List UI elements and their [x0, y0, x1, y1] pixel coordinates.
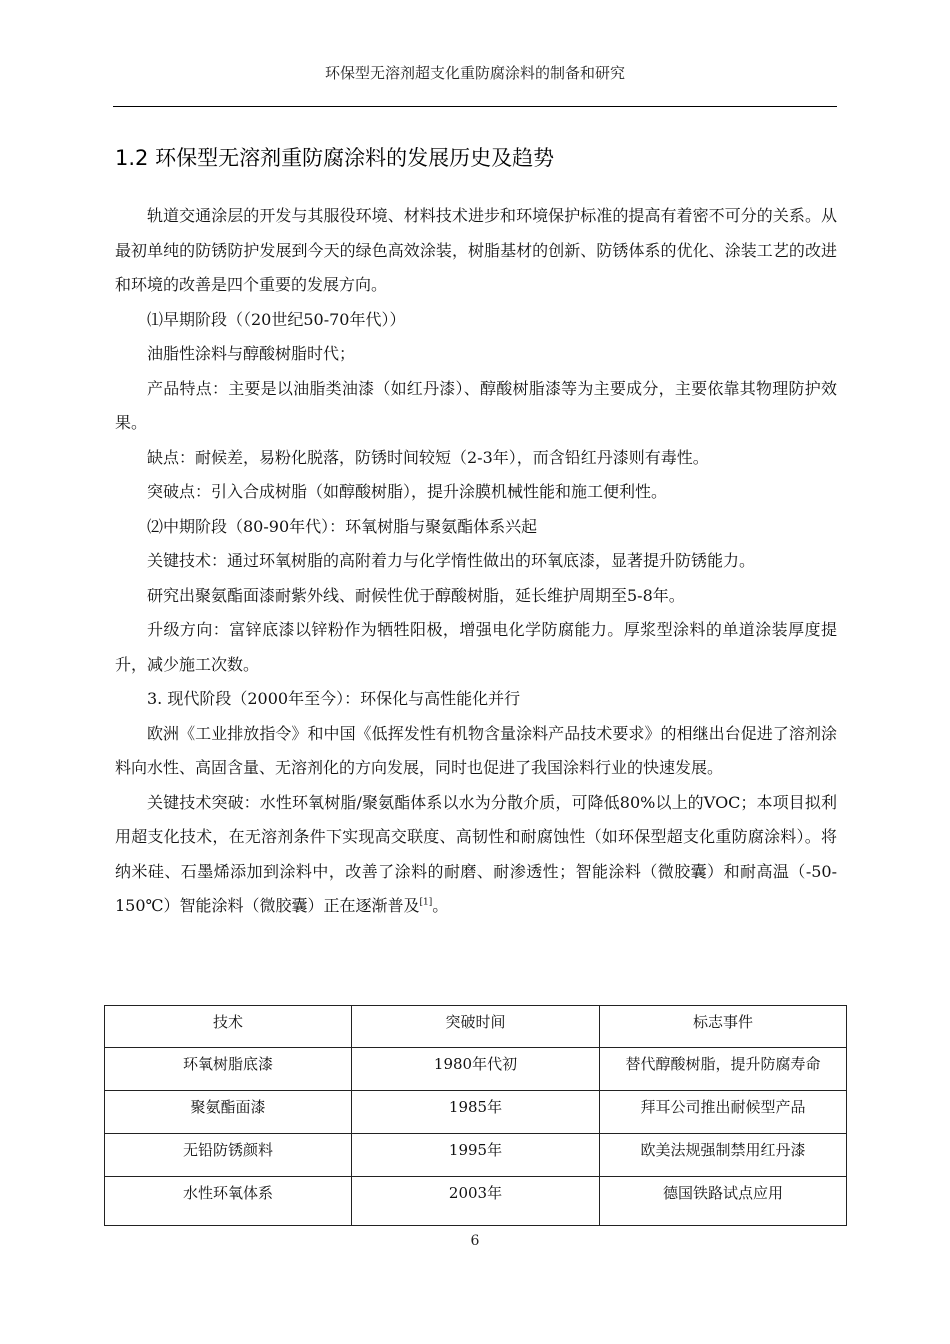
paragraph-end-punct: 。 — [432, 896, 449, 915]
paragraph-breakthrough: 突破点：引入合成树脂（如醇酸树脂），提升涂膜机械性能和施工便利性。 — [147, 482, 668, 501]
header-rule — [113, 106, 837, 107]
running-header: 环保型无溶剂超支化重防腐涂料的制备和研究 — [324, 64, 625, 82]
paragraph-mid-stage-title: ⑵中期阶段（80-90年代）：环氧树脂与聚氨酯体系兴起 — [147, 516, 538, 536]
table-row — [105, 1134, 847, 1177]
paragraph-early-era: 油脂性涂料与醇酸树脂时代； — [147, 344, 356, 363]
table-cell: 1985年 — [352, 1091, 600, 1134]
table-cell: 水性环氧体系 — [105, 1177, 352, 1226]
paragraph-modern-stage-title: 3. 现代阶段（2000年至今）：环保化与高性能化并行 — [147, 689, 521, 708]
page-number: 6 — [470, 1233, 480, 1249]
table-cell: 无铅防锈颜料 — [105, 1134, 352, 1177]
column-header-breakthrough-time: 突破时间 — [352, 1006, 600, 1048]
column-header-milestone: 标志事件 — [600, 1006, 847, 1048]
table-cell: 替代醇酸树脂，提升防腐寿命 — [600, 1048, 847, 1091]
table-cell: 德国铁路试点应用 — [600, 1177, 847, 1226]
paragraph-key-tech: 关键技术：通过环氧树脂的高附着力与化学惰性做出的环氧底漆，显著提升防锈能力。 — [147, 551, 756, 570]
table-row — [105, 1048, 847, 1091]
citation-ref: [1] — [419, 897, 433, 908]
table-cell: 1980年代初 — [352, 1048, 600, 1091]
paragraph-polyurethane: 研究出聚氨酯面漆耐紫外线、耐候性优于醇酸树脂，延长维护周期至5-8年。 — [147, 585, 685, 605]
section-heading: 1.2 环保型无溶剂重防腐涂料的发展历史及趋势 — [115, 146, 555, 170]
table-cell: 欧美法规强制禁用红丹漆 — [600, 1134, 847, 1177]
table-cell: 2003年 — [352, 1177, 600, 1226]
body-text — [115, 199, 837, 924]
paragraph-intro: 轨道交通涂层的开发与其服役环境、材料技术进步和环境保护标准的提高有着密不可分的关系。从最初单纯的防锈防护发展到今天的绿色高效涂装，树脂基材的创新、防锈体系的优化、涂装工艺的改进和环境的改善是四个重要的发展方向。 — [115, 206, 837, 294]
paragraph-early-stage-title: ⑴早期阶段（（20世纪50-70年代）） — [147, 309, 406, 329]
paragraph-product-features: 产品特点：主要是以油脂类油漆（如红丹漆）、醇酸树脂漆等为主要成分，主要依靠其物理防护效果。 — [115, 378, 837, 432]
technology-table — [104, 1005, 847, 1226]
column-header-technology: 技术 — [105, 1006, 352, 1048]
table-cell: 1995年 — [352, 1134, 600, 1177]
table-cell: 环氧树脂底漆 — [105, 1048, 352, 1091]
table-header-row — [105, 1006, 847, 1048]
table-row — [105, 1091, 847, 1134]
table-cell: 拜耳公司推出耐候型产品 — [600, 1091, 847, 1134]
paragraph-regulations: 欧洲《工业排放指令》和中国《低挥发性有机物含量涂料产品技术要求》的相继出台促进了溶剂涂料向水性、高固含量、无溶剂化的方向发展，同时也促进了我国涂料行业的快速发展。 — [115, 723, 837, 777]
table-row — [105, 1177, 847, 1226]
table-cell: 聚氨酯面漆 — [105, 1091, 352, 1134]
paragraph-key-breakthrough-text: 关键技术突破：水性环氧树脂/聚氨酯体系以水为分散介质，可降低80%以上的VOC；本项目拟利用超支化技术，在无溶剂条件下实现高交联度、高韧性和耐腐蚀性（如环保型超支化重防腐涂料）。将纳米硅、石墨烯添加到涂料中，改善了涂料的耐磨、耐渗透性；智能涂料（微胶囊）和耐高温（-50-150℃）智能涂料（微胶囊）正在逐渐普及 — [115, 792, 837, 915]
paragraph-key-breakthrough — [115, 786, 837, 924]
paragraph-drawbacks: 缺点：耐候差，易粉化脱落，防锈时间较短（2-3年），而含铅红丹漆则有毒性。 — [147, 447, 709, 467]
paragraph-upgrade: 升级方向：富锌底漆以锌粉作为牺牲阳极，增强电化学防腐能力。厚浆型涂料的单道涂装厚度提升，减少施工次数。 — [115, 620, 837, 674]
